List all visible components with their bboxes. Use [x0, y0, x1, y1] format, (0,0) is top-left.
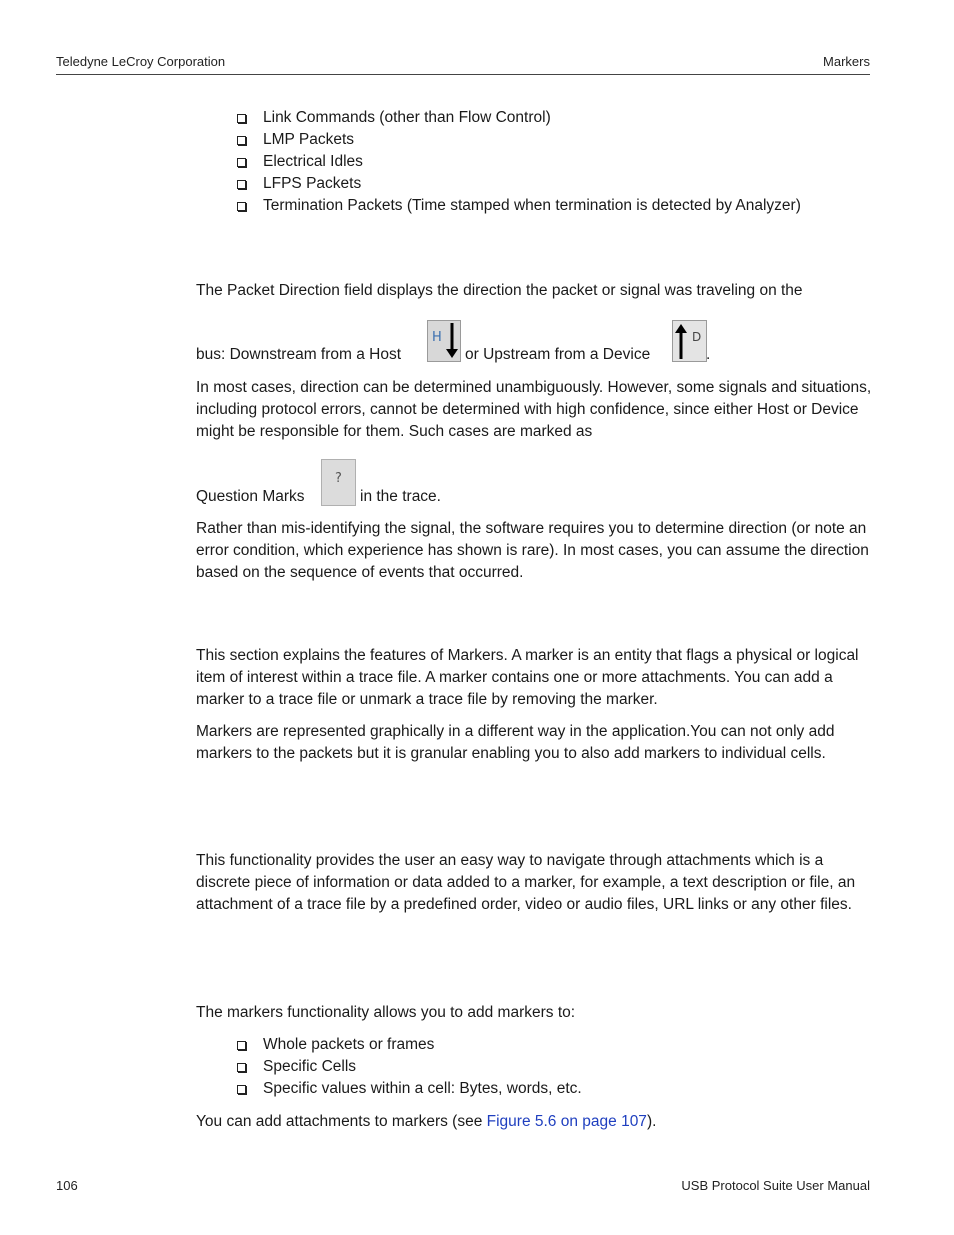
- svg-text:?: ?: [335, 471, 342, 486]
- checkbox-bullet-icon: [237, 114, 246, 123]
- question-marks-suffix: in the trace.: [360, 488, 441, 505]
- header-rule: [56, 74, 870, 75]
- svg-text:D: D: [692, 330, 702, 344]
- question-marks-label: Question Marks: [196, 488, 305, 505]
- list-item: Specific values within a cell: Bytes, words, etc.: [236, 1078, 582, 1100]
- checkbox-bullet-icon: [237, 180, 246, 189]
- packet-direction-line1: The Packet Direction field displays the direction the packet or signal was traveling on the: [196, 282, 803, 299]
- figure-link[interactable]: Figure 5.6 on page 107: [486, 1113, 647, 1130]
- checkbox-bullet-icon: [237, 1041, 246, 1050]
- footer-title: USB Protocol Suite User Manual: [681, 1178, 870, 1193]
- markers-representation-para: Markers are represented graphically in a different way in the application.You can not only add markers to the packets but it is granular enabling you to also add markers to individual cells.: [196, 723, 835, 762]
- upstream-device-icon: [672, 320, 707, 362]
- question-mark-icon: [321, 459, 356, 506]
- checkbox-bullet-icon: [237, 158, 246, 167]
- bus-prefix: bus: Downstream from a Host: [196, 346, 402, 363]
- downstream-host-icon: [427, 320, 461, 362]
- list-item: Electrical Idles: [236, 151, 801, 173]
- markers-navigation-para: This functionality provides the user an easy way to navigate through attachments which is a discrete piece of information or data added to a marker, for example, a text description or file, an attachment of a trace file by a predefined order, video or audio files, URL links or any other files.: [196, 852, 856, 913]
- checkbox-bullet-icon: [237, 202, 246, 211]
- bus-suffix: .: [706, 346, 711, 363]
- list-item: LMP Packets: [236, 129, 801, 151]
- header-left: Teledyne LeCroy Corporation: [56, 54, 226, 69]
- page-number: 106: [56, 1178, 78, 1193]
- markers-functionality-para: The markers functionality allows you to add markers to:: [196, 1004, 576, 1021]
- list-item: Whole packets or frames: [236, 1034, 582, 1056]
- svg-text:H: H: [432, 330, 442, 345]
- list-item: Termination Packets (Time stamped when termination is detected by Analyzer): [236, 195, 801, 217]
- attachments-sentence: You can add attachments to markers (see Figure 5.6 on page 107).: [196, 1113, 657, 1130]
- checkbox-bullet-icon: [237, 136, 246, 145]
- list-item: Link Commands (other than Flow Control): [236, 107, 801, 129]
- list-item: Specific Cells: [236, 1056, 582, 1078]
- checkbox-bullet-icon: [237, 1085, 246, 1094]
- bullet-list-marker-targets: [236, 1034, 582, 1100]
- packet-direction-para3: Rather than mis-identifying the signal, the software requires you to determine direction (or note an error condition, which experience has shown is rare). In most cases, you can assume the direction based on the sequence of events that occurred.: [196, 520, 869, 581]
- packet-direction-para2: In most cases, direction can be determined unambiguously. However, some signals and situations, including protocol errors, cannot be determined with high confidence, since either Host or Device might be responsible for them. Such cases are marked as: [196, 379, 872, 440]
- bus-middle: or Upstream from a Device: [465, 346, 651, 363]
- bullet-list-packet-types: [236, 107, 801, 217]
- markers-intro-para: This section explains the features of Markers. A marker is an entity that flags a physical or logical item of interest within a trace file. A marker contains one or more attachments. You can add a marker to a trace file or unmark a trace file by removing the marker.: [196, 647, 859, 708]
- list-item: LFPS Packets: [236, 173, 801, 195]
- header-right: Markers: [823, 54, 870, 69]
- checkbox-bullet-icon: [237, 1063, 246, 1072]
